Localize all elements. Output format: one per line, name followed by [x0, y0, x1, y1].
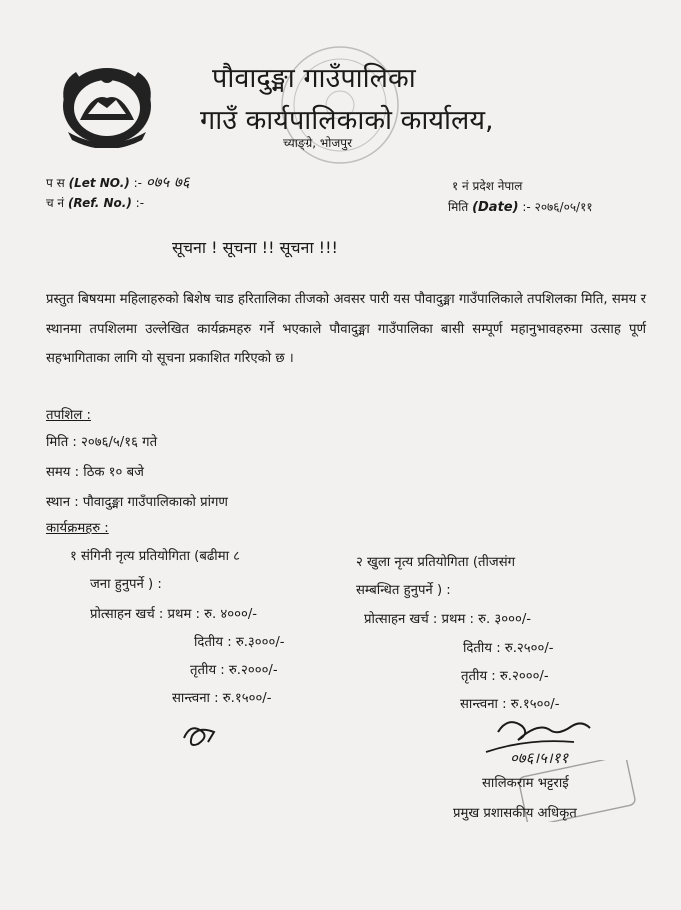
letter-no-value: ०७५ ७६: [145, 173, 190, 191]
program1-prize-consolation: सान्त्वना : रु.१५००/-: [172, 691, 272, 706]
province-text: १ नं प्रदेश नेपाल: [452, 179, 523, 193]
signatory-designation: प्रमुख प्रशासकीय अधिकृत: [453, 806, 577, 821]
signature-date: ०७६।५।११: [510, 749, 569, 767]
date-label: (Date): [472, 200, 519, 215]
notice-title: सूचना ! सूचना !! सूचना !!!: [172, 238, 338, 257]
header-title-office: गाउँ कार्यपालिकाको कार्यालय,: [200, 105, 494, 136]
program2-title-line2: सम्बन्धित हुनुपर्ने ) :: [356, 583, 451, 598]
program1-prize-first: प्रोत्साहन खर्च : प्रथम : रु. ४०००/-: [90, 607, 258, 622]
event-time-line: समय : ठिक १० बजे: [46, 465, 144, 480]
header-address: च्याङ्ग्रे, भोजपुर: [283, 136, 353, 150]
program1-prize-third: तृतीय : रु.२०००/-: [190, 663, 278, 678]
program2-prize-third: तृतीय : रु.२०००/-: [461, 669, 549, 684]
program2-prize-first: प्रोत्साहन खर्च : प्रथम : रु. ३०००/-: [364, 612, 532, 627]
event-date-line: मिति : २०७६/५/१६ गते: [46, 435, 158, 450]
details-heading: तपशिल :: [46, 408, 91, 423]
program2-prize-consolation: सान्त्वना : रु.१५००/-: [460, 697, 560, 712]
program1-prize-second: दितीय : रु.३०००/-: [194, 635, 285, 650]
reference-number-row: [46, 194, 144, 211]
ref-no-sep: :-: [135, 196, 145, 210]
letter-no-sep: :-: [133, 176, 142, 190]
date-sep: :-: [522, 200, 531, 214]
date-row: [448, 198, 593, 215]
program1-title-line2: जना हुनुपर्ने ) :: [90, 577, 162, 592]
letter-no-label: (Let NO.): [68, 176, 130, 190]
programs-heading: कार्यक्रमहरु :: [46, 521, 109, 536]
date-value: २०७६/०५/११: [534, 200, 593, 214]
program2-title-line1: २ खुला नृत्य प्रतियोगिता (तीजसंग: [356, 555, 516, 570]
body-paragraph: प्रस्तुत बिषयमा महिलाहरुको बिशेष चाड हरितालिका तीजको अवसर पारी यस पौवादुङ्मा गाउँपालिकाले तपशिलका मिति, समय र स्थानमा तपशिलमा उल्लेखित कार्यक्रमहरु गर्ने भएकाले पौवादुङ्मा गाउँपालिका बासी सम्पूर्ण महानुभावहरुमा उत्साह पूर्ण सहभागिताका लागि यो सूचना प्रकाशित गरिएको छ ।: [46, 292, 646, 366]
header-title-municipality: पौवादुङ्मा गाउँपालिका: [212, 63, 416, 94]
letter-no-prefix: प स: [46, 176, 65, 190]
signatory-name: सालिकराम भट्टराई: [482, 776, 569, 791]
initial-mark-icon: [180, 720, 220, 750]
event-place-line: स्थान : पौवादुङ्मा गाउँपालिकाको प्रांगण: [46, 495, 228, 510]
nepal-emblem-logo: [58, 62, 156, 148]
program2-prize-second: दितीय : रु.२५००/-: [463, 641, 554, 656]
ref-no-label: (Ref. No.): [67, 196, 132, 210]
ref-no-prefix: च नं: [46, 196, 65, 210]
date-prefix: मिति: [448, 200, 469, 214]
letter-number-row: [46, 172, 190, 192]
program1-title-line1: १ संगिनी नृत्य प्रतियोगिता (बढीमा ८: [70, 549, 241, 564]
